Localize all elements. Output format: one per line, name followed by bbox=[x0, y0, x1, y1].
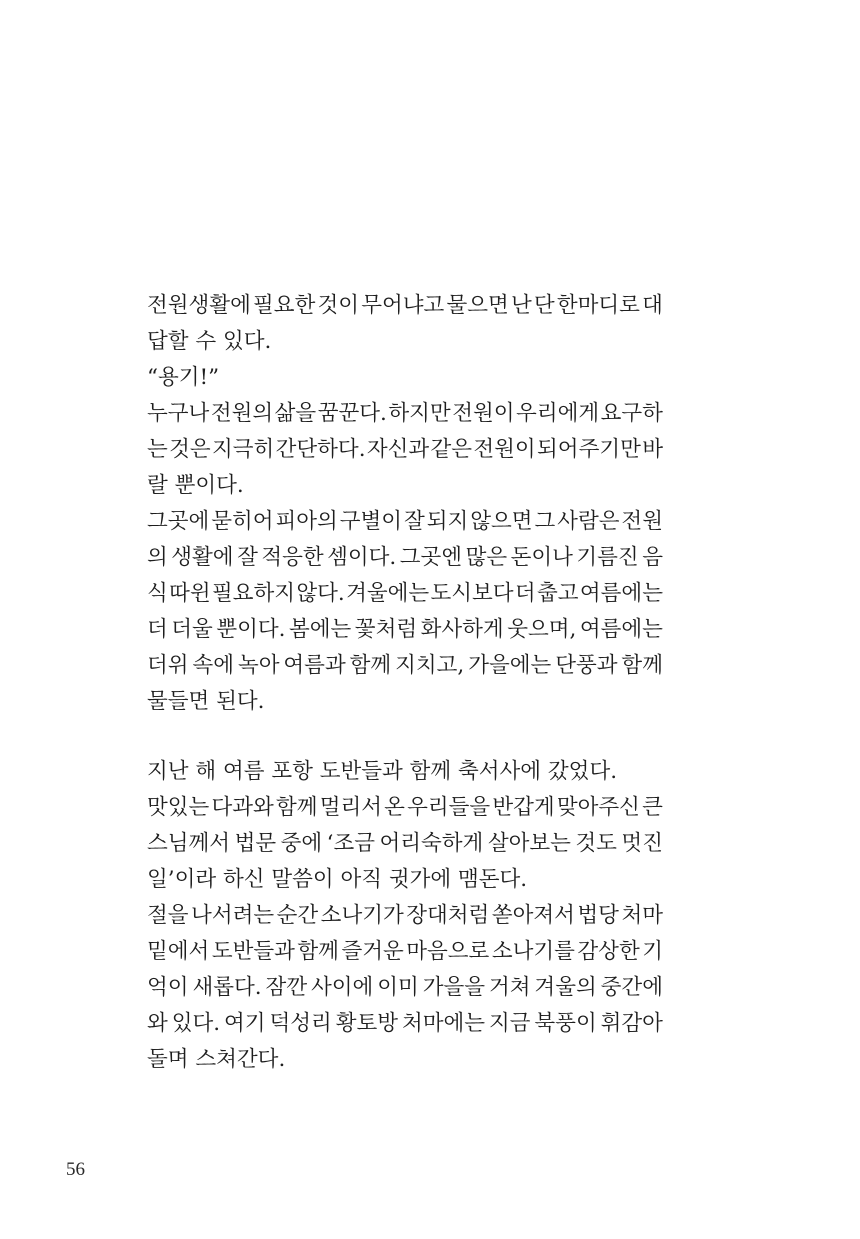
text-line: 지난 해 여름 포항 도반들과 함께 축서사에 갔었다. bbox=[147, 759, 618, 784]
text-line: 더 더울 뿐이다. 봄에는 꽃처럼 화사하게 웃으며, 여름에는 bbox=[147, 617, 663, 642]
text-line: 의 생활에 잘 적응한 셈이다. 그곳엔 많은 돈이나 기름진 음 bbox=[147, 545, 663, 570]
text-line: 식 따윈 필요하지 않다. 겨울에는 도시보다 더 춥고 여름에는 bbox=[147, 581, 663, 606]
text-line: 그곳에 묻히어 피아의 구별이 잘 되지 않으면 그 사람은 전원 bbox=[147, 509, 663, 534]
page-number: 56 bbox=[66, 1159, 85, 1180]
text-line: 랄 뿐이다. bbox=[147, 473, 244, 498]
text-line: 전원생활에 필요한 것이 무어냐고 물으면 난 단 한마디로 대 bbox=[147, 293, 663, 318]
text-line: 밑에서 도반들과 함께 즐거운 마음으로 소나기를 감상한 기 bbox=[147, 939, 663, 964]
text-line: 억이 새롭다. 잠깐 사이에 이미 가을을 거쳐 겨울의 중간에 bbox=[147, 975, 663, 1000]
text-line: 맛있는 다과와 함께 멀리서 온 우리들을 반갑게 맞아주신 큰 bbox=[147, 795, 663, 820]
text-line: 는 것은 지극히 간단하다. 자신과 같은 전원이 되어주기만 바 bbox=[147, 437, 663, 462]
text-line: 답할 수 있다. bbox=[147, 329, 272, 354]
text-line: “용기!” bbox=[147, 365, 220, 390]
text-line: 절을 나서려는 순간 소나기가 장대처럼 쏟아져서 법당 처마 bbox=[147, 903, 663, 928]
text-line: 물들면 된다. bbox=[147, 689, 265, 714]
text-line: 돌며 스쳐간다. bbox=[147, 1047, 286, 1072]
text-line: 더위 속에 녹아 여름과 함께 지치고, 가을에는 단풍과 함께 bbox=[147, 653, 663, 678]
text-line: 일’이라 하신 말씀이 아직 귓가에 맴돈다. bbox=[147, 867, 528, 892]
text-line: 와 있다. 여기 덕성리 황토방 처마에는 지금 북풍이 휘감아 bbox=[147, 1011, 663, 1036]
text-line: 스님께서 법문 중에 ‘조금 어리숙하게 살아보는 것도 멋진 bbox=[147, 831, 663, 856]
text-line: 누구나 전원의 삶을 꿈꾼다. 하지만 전원이 우리에게 요구하 bbox=[147, 401, 663, 426]
